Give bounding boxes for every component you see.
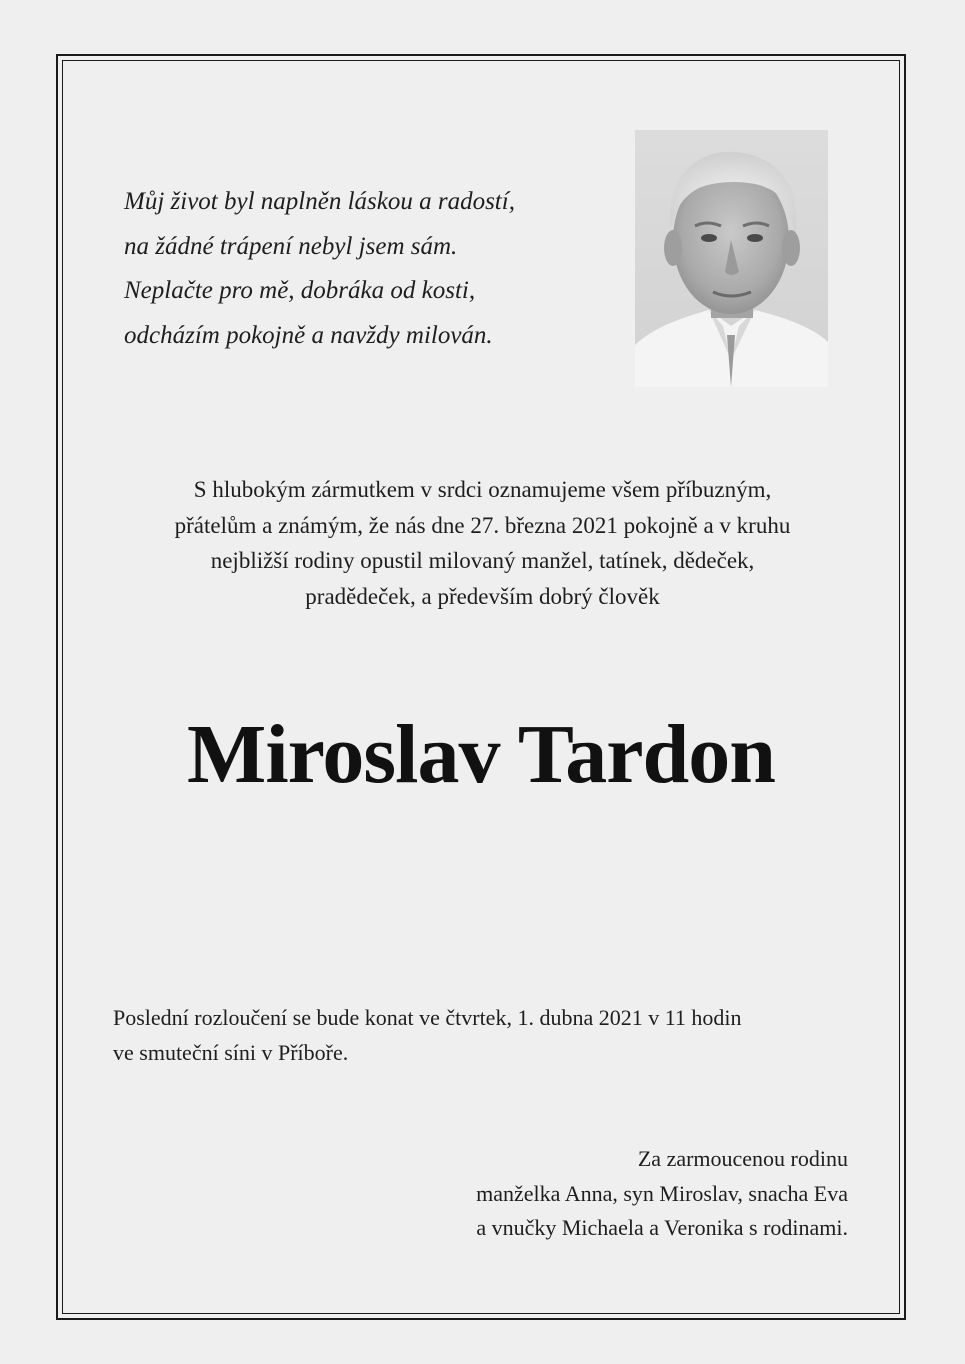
funeral-line: Poslední rozloučení se bude konat ve čtvrtek, 1. dubna 2021 v 11 hodin	[113, 1005, 742, 1030]
poem-line: Můj život byl naplněn láskou a radostí,	[124, 188, 515, 215]
announcement-line: nejbližší rodiny opustil milovaný manžel, tatínek, dědeček,	[210, 548, 755, 573]
poem-line: odcházím pokojně a navždy milován.	[124, 321, 493, 349]
deceased-name: Miroslav Tardon	[187, 708, 775, 801]
portrait-image	[635, 130, 828, 387]
announcement-line: S hlubokým zármutkem v srdci oznamujeme všem příbuzným,	[193, 477, 772, 502]
portrait-photo	[635, 130, 828, 387]
death-announcement	[70, 472, 895, 614]
funeral-info	[113, 1000, 873, 1070]
poem-verse	[124, 180, 604, 358]
poem-line: Neplačte pro mě, dobráka od kosti,	[124, 277, 476, 304]
family-signature	[288, 1142, 848, 1246]
funeral-line: ve smuteční síni v Příboře.	[113, 1040, 349, 1065]
poem-line: na žádné trápení nebyl jsem sám.	[124, 232, 458, 260]
signature-line: Za zarmoucenou rodinu	[637, 1146, 848, 1171]
announcement-line: pradědeček, a především dobrý člověk	[305, 583, 660, 609]
announcement-line: přátelům a známým, že nás dne 27. března 2021 pokojně a v kruhu	[174, 512, 791, 538]
signature-line: manželka Anna, syn Miroslav, snacha Eva	[476, 1180, 848, 1206]
signature-line: a vnučky Michaela a Veronika s rodinami.	[476, 1215, 848, 1240]
